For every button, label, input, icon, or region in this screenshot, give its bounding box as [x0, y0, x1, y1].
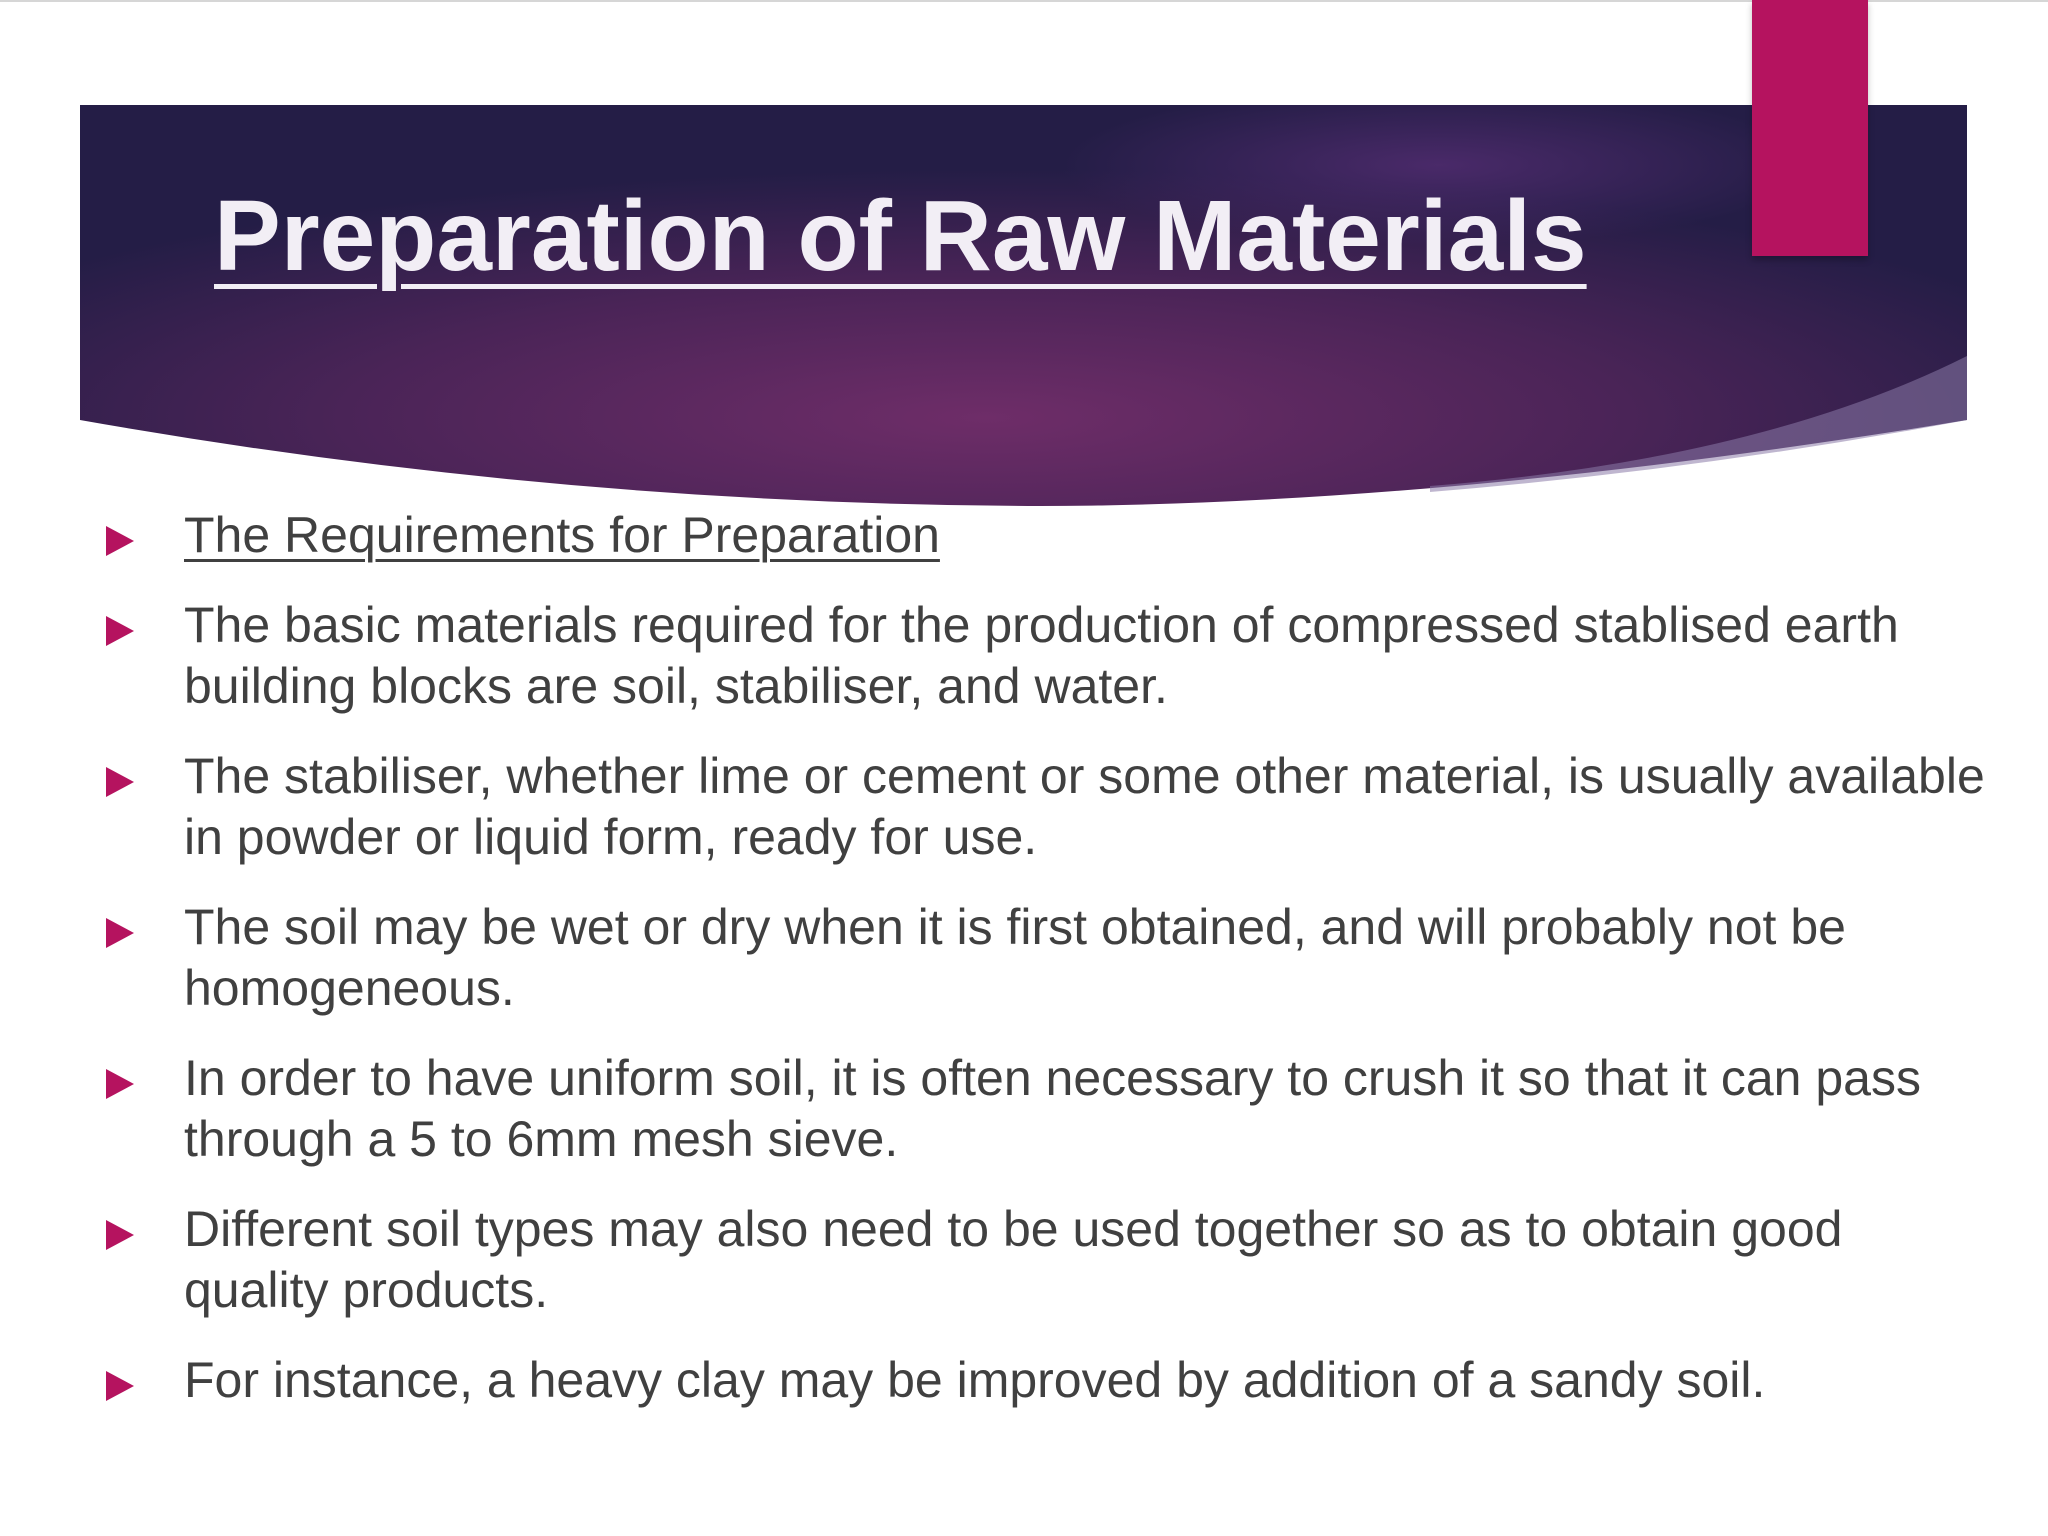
bullet-item: [106, 1048, 1986, 1170]
triangle-right-icon: [106, 1069, 134, 1099]
bullet-text: The basic materials required for the production of compressed stablised earth building blocks are soil, stabiliser, and water.: [184, 597, 1899, 714]
triangle-right-icon: [106, 767, 134, 797]
bullet-heading: The Requirements for Preparation: [184, 507, 940, 563]
bullet-text: The soil may be wet or dry when it is first obtained, and will probably not be homogeneous.: [184, 899, 1846, 1016]
triangle-right-icon: [106, 1371, 134, 1401]
accent-tab: [1752, 0, 1868, 256]
bullet-text: For instance, a heavy clay may be improved by addition of a sandy soil.: [184, 1352, 1766, 1408]
bullet-list: [106, 505, 1986, 1440]
bullet-item: [106, 1199, 1986, 1321]
triangle-right-icon: [106, 1220, 134, 1250]
bullet-item: [106, 897, 1986, 1019]
bullet-text: In order to have uniform soil, it is often necessary to crush it so that it can pass through a 5 to 6mm mesh sieve.: [184, 1050, 1921, 1167]
triangle-right-icon: [106, 526, 134, 556]
bullet-item: [106, 746, 1986, 868]
slide-title: Preparation of Raw Materials: [214, 180, 1587, 292]
bullet-text: Different soil types may also need to be used together so as to obtain good quality products.: [184, 1201, 1843, 1318]
bullet-item: [106, 595, 1986, 717]
triangle-right-icon: [106, 918, 134, 948]
bullet-item: [106, 505, 1986, 566]
triangle-right-icon: [106, 616, 134, 646]
bullet-item: [106, 1350, 1986, 1411]
bullet-text: The stabiliser, whether lime or cement or some other material, is usually available in powder or liquid form, ready for use.: [184, 748, 1985, 865]
